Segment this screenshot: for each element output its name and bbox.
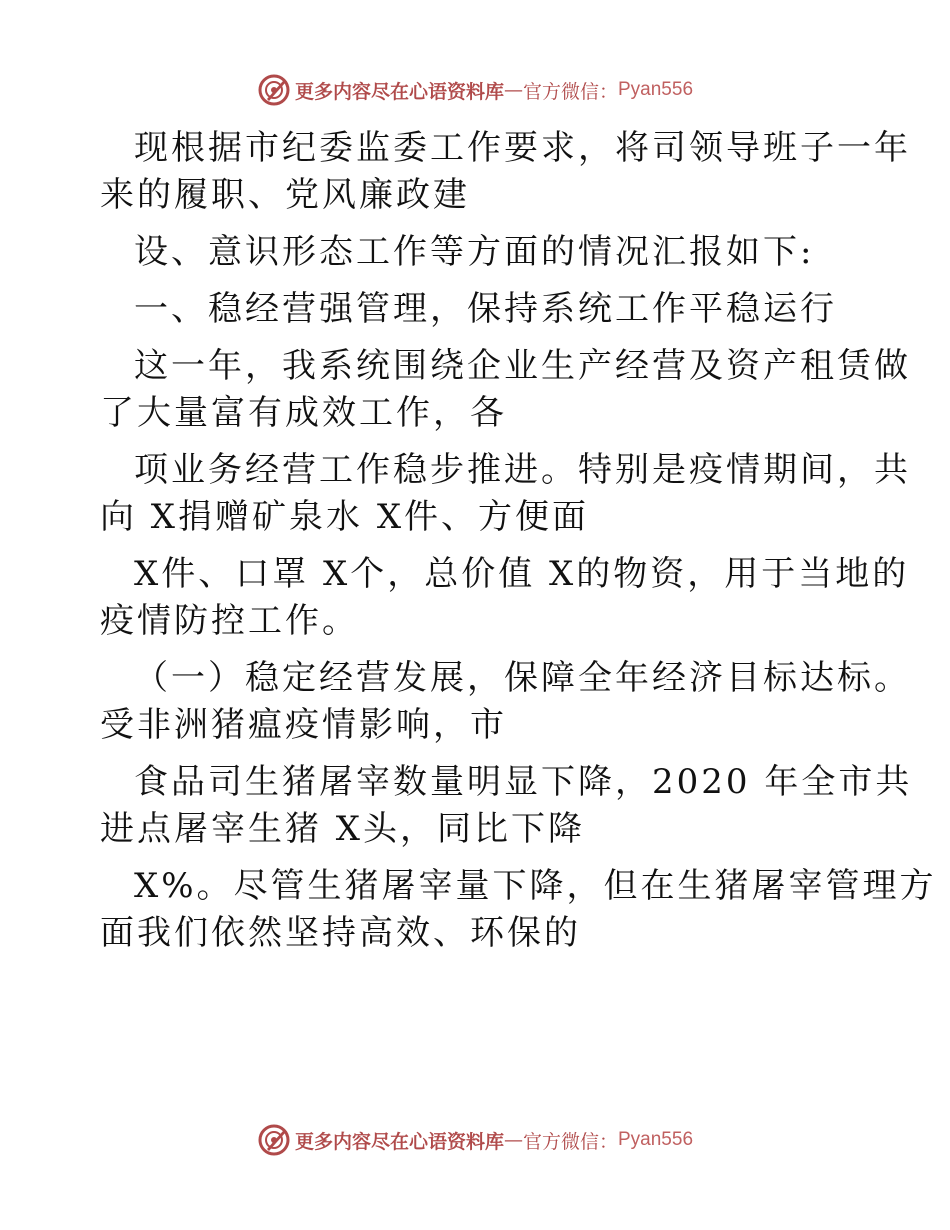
document-line: 了大量富有成效工作，各 [100, 393, 507, 433]
document-line: 进点屠宰生猪 X头，同比下降 [100, 809, 586, 849]
document-line: 食品司生猪屠宰数量明显下降，2020 年全市共 [134, 762, 913, 802]
document-line: 设、意识形态工作等方面的情况汇报如下: [134, 232, 815, 272]
watermark-wechat-label: 官方微信： [522, 1130, 618, 1153]
watermark-separator: — [503, 1129, 523, 1151]
watermark-text: 更多内容尽在心语资料库 [294, 1130, 504, 1153]
watermark-wechat-label: 官方微信： [522, 80, 618, 103]
document-line: 这一年，我系统围绕企业生产经营及资产租赁做 [134, 346, 911, 386]
document-line: 来的履职、党风廉政建 [100, 175, 470, 215]
watermark-text: 更多内容尽在心语资料库 [294, 80, 504, 103]
document-line: （一）稳定经营发展，保障全年经济目标达标。 [134, 658, 911, 698]
document-line: 面我们依然坚持高效、环保的 [100, 913, 581, 953]
watermark-wechat-id: Pyan556 [618, 79, 694, 100]
document-line: X件、口罩 X个，总价值 X的物资，用于当地的 [134, 554, 910, 594]
document-line: X%。尽管生猪屠宰量下降，但在生猪屠宰管理方 [134, 866, 937, 906]
document-body [100, 125, 937, 967]
watermark-separator: — [503, 79, 523, 101]
document-line: 项业务经营工作稳步推进。特别是疫情期间，共 [134, 450, 911, 490]
watermark-banner-top [0, 70, 950, 110]
document-line: 现根据市纪委监委工作要求，将司领导班子一年 [134, 128, 911, 168]
document-line: 疫情防控工作。 [100, 601, 359, 641]
document-line: 一、稳经营强管理，保持系统工作平稳运行 [134, 289, 837, 329]
watermark-banner-bottom [0, 1120, 950, 1160]
watermark-wechat-id: Pyan556 [618, 1129, 694, 1150]
document-line: 受非洲猪瘟疫情影响，市 [100, 705, 507, 745]
brand-logo-icon [257, 73, 291, 107]
document-line: 向 X捐赠矿泉水 X件、方便面 [100, 497, 590, 537]
brand-logo-icon [257, 1123, 291, 1157]
